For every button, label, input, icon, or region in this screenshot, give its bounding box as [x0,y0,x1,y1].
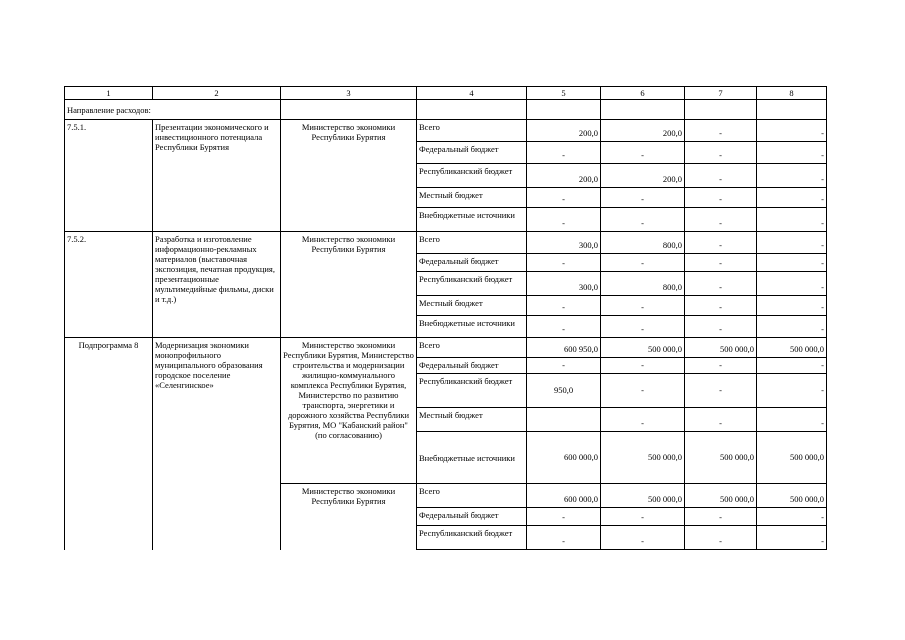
source-label: Всего [417,120,527,142]
value-cell: - [601,408,685,432]
value-cell: - [685,526,757,550]
source-label: Местный бюджет [417,188,527,208]
value-cell: - [685,120,757,142]
value-cell: - [757,272,827,296]
value-cell: - [601,358,685,374]
empty-cell [601,100,685,120]
value-cell: - [757,374,827,408]
value-cell: - [757,208,827,232]
value-cell: 500 000,0 [601,338,685,358]
value-cell: - [601,526,685,550]
item-number: 7.5.2. [65,232,153,338]
col-number: 5 [527,87,601,100]
value-cell: 200,0 [601,164,685,188]
source-label: Федеральный бюджет [417,254,527,272]
value-cell: - [757,508,827,526]
value-cell: - [527,142,601,164]
item-name: Разработка и изготовление информационно-рекламных материалов (выставочная экспозиция, печатная продукция, презентационные мультимедийные фильмы, диски и т.д.) [153,232,281,338]
table-row [65,338,827,358]
value-cell: - [601,374,685,408]
source-label: Республиканский бюджет [417,374,527,408]
source-label: Республиканский бюджет [417,272,527,296]
item-executor: Министерство экономики Республики Бурятия [281,484,417,550]
column-number-row [65,87,827,100]
source-label: Внебюджетные источники [417,432,527,484]
value-cell: - [601,508,685,526]
value-cell: - [685,188,757,208]
source-label: Местный бюджет [417,296,527,316]
value-cell: - [685,254,757,272]
col-number: 7 [685,87,757,100]
value-cell: - [685,142,757,164]
value-cell: 300,0 [527,272,601,296]
value-cell: - [685,272,757,296]
value-cell: - [685,374,757,408]
value-cell: - [685,358,757,374]
value-cell: 500 000,0 [757,484,827,508]
value-cell: - [757,254,827,272]
value-cell: - [527,508,601,526]
value-cell: 600 950,0 [527,338,601,358]
value-cell: - [527,526,601,550]
item-name: Презентации экономического и инвестиционного потенциала Республики Бурятия [153,120,281,232]
value-cell: 600 000,0 [527,484,601,508]
value-cell: - [527,254,601,272]
value-cell: - [757,316,827,338]
col-number: 8 [757,87,827,100]
value-cell: 950,0 [527,374,601,408]
value-cell: - [601,254,685,272]
value-cell: 500 000,0 [601,484,685,508]
source-label: Республиканский бюджет [417,164,527,188]
value-cell: 200,0 [527,120,601,142]
value-cell: - [685,232,757,254]
value-cell: - [527,208,601,232]
value-cell: - [601,316,685,338]
value-cell: - [685,296,757,316]
value-cell: 800,0 [601,272,685,296]
value-cell: - [757,408,827,432]
value-cell: - [757,232,827,254]
empty-cell [527,100,601,120]
empty-cell [417,100,527,120]
value-cell: 500 000,0 [601,432,685,484]
value-cell: 500 000,0 [685,484,757,508]
source-label: Всего [417,232,527,254]
col-number: 1 [65,87,153,100]
source-label: Республиканский бюджет [417,526,527,550]
source-label: Федеральный бюджет [417,142,527,164]
value-cell: - [685,408,757,432]
value-cell: - [601,188,685,208]
value-cell: - [757,358,827,374]
empty-cell [757,100,827,120]
empty-cell [685,100,757,120]
value-cell: - [757,164,827,188]
value-cell: 500 000,0 [685,432,757,484]
value-cell: - [757,296,827,316]
value-cell: - [601,208,685,232]
value-cell: 500 000,0 [757,338,827,358]
table-row [65,120,827,142]
value-cell: - [601,142,685,164]
col-number: 2 [153,87,281,100]
col-number: 3 [281,87,417,100]
source-label: Внебюджетные источники [417,208,527,232]
value-cell: - [757,526,827,550]
value-cell: - [685,208,757,232]
value-cell: - [527,296,601,316]
value-cell [527,408,601,432]
value-cell: 300,0 [527,232,601,254]
subprogram-number: Подпрограмма 8 [65,338,153,550]
source-label: Местный бюджет [417,408,527,432]
value-cell: - [601,296,685,316]
value-cell: - [757,142,827,164]
source-label: Всего [417,338,527,358]
value-cell: - [685,508,757,526]
section-row [65,100,827,120]
value-cell: - [527,358,601,374]
item-executor: Министерство экономики Республики Бурятия [281,120,417,232]
budget-table [64,86,827,550]
section-title: Направление расходов: [65,100,281,120]
subprogram-name: Модернизация экономики монопрофильного муниципального образования городское поселение «Селенгинское» [153,338,281,550]
value-cell: 600 000,0 [527,432,601,484]
budget-table-page [64,86,827,550]
value-cell: - [685,164,757,188]
source-label: Федеральный бюджет [417,508,527,526]
value-cell: 800,0 [601,232,685,254]
value-cell: 200,0 [601,120,685,142]
table-row [65,232,827,254]
value-cell: - [757,188,827,208]
item-executor: Министерство экономики Республики Бурятия, Министерство строительства и модернизации жилищно-коммунального комплекса Республики Бурятия, Министерство по развитию транспорта, энергетики и дорожного хозяйства Республики Бурятия, МО "Кабанский район" (по согласованию) [281,338,417,484]
value-cell: - [527,316,601,338]
source-label: Всего [417,484,527,508]
source-label: Федеральный бюджет [417,358,527,374]
value-cell: - [757,120,827,142]
value-cell: - [685,316,757,338]
item-executor: Министерство экономики Республики Бурятия [281,232,417,338]
col-number: 4 [417,87,527,100]
value-cell: 500 000,0 [757,432,827,484]
item-number: 7.5.1. [65,120,153,232]
value-cell: 500 000,0 [685,338,757,358]
col-number: 6 [601,87,685,100]
source-label: Внебюджетные источники [417,316,527,338]
value-cell: - [527,188,601,208]
empty-cell [281,100,417,120]
value-cell: 200,0 [527,164,601,188]
